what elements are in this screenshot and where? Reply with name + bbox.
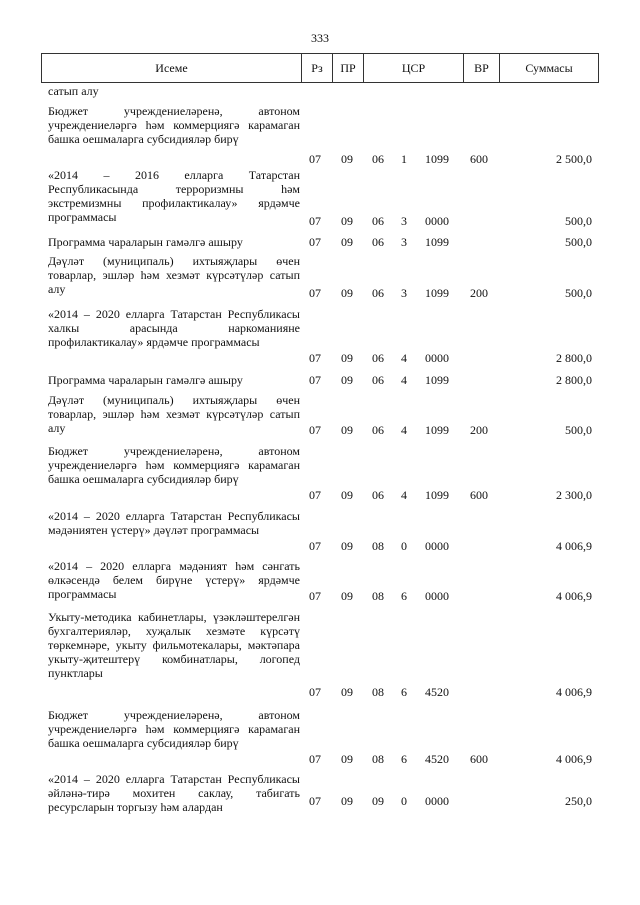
row-pr: 09: [341, 794, 353, 808]
row-name: «2014 – 2020 елларга мәдәният һәм сәнгать өлкәсендә белем бирүне үстерү» ярдәмче программасы: [48, 559, 300, 601]
row-csr-1: 06: [372, 235, 384, 249]
row-name: Дәүләт (муниципаль) ихтыяҗлары өчен товарлар, эшләр һәм хезмәт күрсәтүләр сатып алу: [48, 254, 300, 296]
header-csr-label: ЦСР: [401, 61, 426, 75]
row-csr-3: 1099: [425, 235, 449, 249]
row-csr-1: 06: [372, 488, 384, 502]
row-name: Бюджет учреждениеләренә, автоном учреждениеләргә һәм коммерциягә карамаган башка оешмаларга субсидияләр бирү: [48, 708, 300, 750]
row-pr: 09: [341, 351, 353, 365]
row-csr-1: 08: [372, 589, 384, 603]
row-rz: 07: [309, 286, 321, 300]
row-csr-3: 0000: [425, 351, 449, 365]
row-csr-1: 08: [372, 752, 384, 766]
row-pr: 09: [341, 589, 353, 603]
row-pr: 09: [341, 235, 353, 249]
row-rz: 07: [309, 423, 321, 437]
row-csr-3: 0000: [425, 214, 449, 228]
row-pr: 09: [341, 423, 353, 437]
row-name: Бюджет учреждениеләренә, автоном учреждениеләргә һәм коммерциягә карамаган башка оешмаларга субсидияләр бирү: [48, 444, 300, 486]
row-name: Бюджет учреждениеләренә, автоном учреждениеләргә һәм коммерциягә карамаган башка оешмаларга субсидияләр бирү: [48, 104, 300, 146]
header-vr: [463, 53, 499, 83]
row-rz: 07: [309, 752, 321, 766]
header-name: [41, 53, 301, 83]
header-rz-label: Рз: [311, 61, 323, 75]
row-sum: 4 006,9: [556, 752, 592, 766]
row-csr-3: 0000: [425, 794, 449, 808]
header-name-label: Исеме: [155, 61, 188, 75]
row-csr-3: 1099: [425, 488, 449, 502]
row-vr: 600: [470, 152, 488, 166]
row-name: Программа чараларын гамәлгә ашыру: [48, 235, 243, 249]
row-rz: 07: [309, 488, 321, 502]
row-csr-2: 4: [401, 488, 407, 502]
row-sum: 250,0: [565, 794, 592, 808]
row-pr: 09: [341, 373, 353, 387]
header-rz: [301, 53, 332, 83]
row-name: Укыту-методика кабинетлары, үзәкләштерелгән бухгалтерияләр, хуҗалык хезмәте күрсәтү төркемнәре, укыту фильмотекалары, мәктәпара укыту-җитештерү комбинатлары, логопед пунктлары: [48, 610, 300, 680]
row-csr-2: 4: [401, 351, 407, 365]
row-sum: 2 300,0: [556, 488, 592, 502]
row-rz: 07: [309, 685, 321, 699]
row-vr: 200: [470, 423, 488, 437]
row-csr-3: 1099: [425, 286, 449, 300]
row-csr-1: 06: [372, 214, 384, 228]
row-name: «2014 – 2020 елларга Татарстан Республикасы халкы арасында наркоманияне профилактикалау» ярдәмче программасы: [48, 307, 300, 349]
row-rz: 07: [309, 235, 321, 249]
row-csr-3: 4520: [425, 752, 449, 766]
row-csr-1: 08: [372, 539, 384, 553]
row-csr-2: 6: [401, 685, 407, 699]
row-csr-2: 0: [401, 794, 407, 808]
row-pr: 09: [341, 488, 353, 502]
row-rz: 07: [309, 794, 321, 808]
row-csr-3: 1099: [425, 423, 449, 437]
row-csr-1: 09: [372, 794, 384, 808]
row-csr-3: 1099: [425, 373, 449, 387]
row-csr-2: 3: [401, 286, 407, 300]
row-sum: 500,0: [565, 235, 592, 249]
row-sum: 4 006,9: [556, 589, 592, 603]
row-csr-2: 1: [401, 152, 407, 166]
row-rz: 07: [309, 152, 321, 166]
row-csr-2: 0: [401, 539, 407, 553]
row-name: «2014 – 2020 елларга Татарстан Республикасы әйләнә-тирә мохитен саклау, табигать ресурсларын торгызу һәм алардан: [48, 772, 300, 814]
row-sum: 500,0: [565, 214, 592, 228]
row-sum: 4 006,9: [556, 685, 592, 699]
row-name: сатып алу: [48, 84, 99, 98]
row-sum: 500,0: [565, 286, 592, 300]
row-csr-2: 4: [401, 373, 407, 387]
row-rz: 07: [309, 589, 321, 603]
header-sum: [499, 53, 599, 83]
row-csr-3: 0000: [425, 589, 449, 603]
row-csr-1: 06: [372, 152, 384, 166]
row-name: «2014 – 2020 елларга Татарстан Республикасы мәдәниятен үстерү» дәүләт программасы: [48, 509, 300, 537]
row-rz: 07: [309, 214, 321, 228]
row-sum: 500,0: [565, 423, 592, 437]
row-csr-1: 06: [372, 351, 384, 365]
page-number: 333: [311, 31, 329, 45]
row-csr-2: 6: [401, 752, 407, 766]
row-sum: 2 800,0: [556, 373, 592, 387]
header-csr: [363, 53, 463, 83]
row-pr: 09: [341, 685, 353, 699]
row-pr: 09: [341, 152, 353, 166]
row-csr-1: 08: [372, 685, 384, 699]
row-rz: 07: [309, 373, 321, 387]
row-name: Дәүләт (муниципаль) ихтыяҗлары өчен товарлар, эшләр һәм хезмәт күрсәтүләр сатып алу: [48, 393, 300, 435]
row-csr-3: 1099: [425, 152, 449, 166]
row-csr-2: 6: [401, 589, 407, 603]
row-csr-1: 06: [372, 373, 384, 387]
row-csr-2: 3: [401, 214, 407, 228]
row-csr-3: 0000: [425, 539, 449, 553]
row-name: Программа чараларын гамәлгә ашыру: [48, 373, 243, 387]
row-pr: 09: [341, 286, 353, 300]
row-csr-1: 06: [372, 286, 384, 300]
row-pr: 09: [341, 539, 353, 553]
row-csr-2: 3: [401, 235, 407, 249]
row-vr: 600: [470, 488, 488, 502]
row-rz: 07: [309, 539, 321, 553]
row-csr-2: 4: [401, 423, 407, 437]
row-pr: 09: [341, 752, 353, 766]
row-vr: 200: [470, 286, 488, 300]
row-csr-3: 4520: [425, 685, 449, 699]
header-pr: [332, 53, 363, 83]
header-pr-label: ПР: [340, 61, 356, 75]
row-name: «2014 – 2016 елларга Татарстан Республикасында терроризмны һәм экстремизмны профилактикалау» ярдәмче программасы: [48, 168, 300, 224]
row-csr-1: 06: [372, 423, 384, 437]
row-sum: 2 800,0: [556, 351, 592, 365]
row-rz: 07: [309, 351, 321, 365]
row-pr: 09: [341, 214, 353, 228]
header-sum-label: Суммасы: [525, 61, 573, 75]
header-vr-label: ВР: [474, 61, 489, 75]
row-vr: 600: [470, 752, 488, 766]
row-sum: 2 500,0: [556, 152, 592, 166]
row-sum: 4 006,9: [556, 539, 592, 553]
